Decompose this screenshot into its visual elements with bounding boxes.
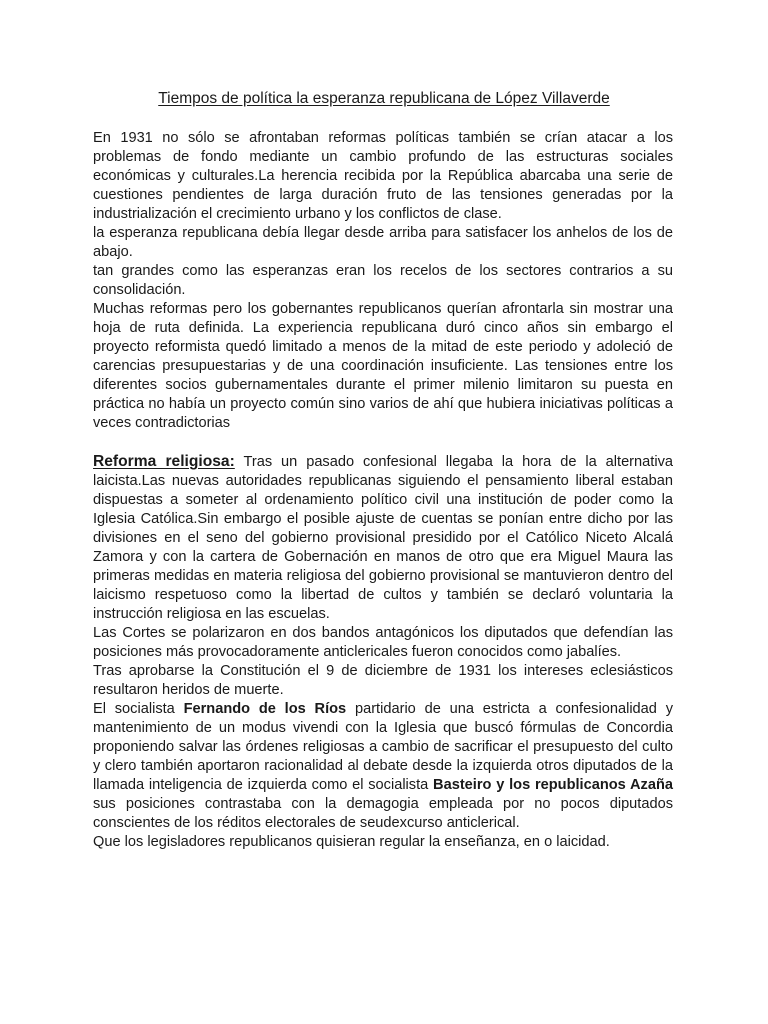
religious-reform-text: Tras un pasado confesional llegaba la hora de la alternativa laicista.Las nuevas autoridades republicanas siguiendo el pensamiento liberal estaban dispuestas a someter al ordenamiento político civil una institución de poder como la Iglesia Católica.Sin embargo el posible ajuste de cuentas se ponían entre dicho por las divisiones en el seno del gobierno provisional presidido por el Católico Niceto Alcalá Zamora y con la cartera de Gobernación en manos de otro que era Miguel Maura las primeras medidas en materia religiosa del gobierno provisional se mantuvieron dentro del laicismo respetuoso como la libertad de cultos y también se declaró voluntaria la instrucción religiosa en las escuelas. [93, 454, 673, 622]
socialist-paragraph-text-3: sus posiciones contrastaba con la demagogia empleada por no pocos diputados conscientes de los réditos electorales de seudexcurso anticlerical. [93, 796, 673, 831]
intro-paragraph-1: En 1931 no sólo se afrontaban reformas políticas también se crían atacar a los problemas de fondo mediante un cambio profundo de las estructuras sociales económicas y culturales.La herencia recibida por la República abarcaba una serie de cuestiones pendientes de larga duración fruto de las tensiones generadas por la industrialización el crecimiento urbano y los conflictos de clase. [93, 130, 673, 222]
paragraph-spacer [93, 433, 673, 452]
document-title: Tiempos de política la esperanza republicana de López Villaverde [158, 90, 610, 107]
socialist-paragraph-text-1: El socialista [93, 701, 184, 717]
socialist-paragraph-text-2: partidario de una estricta a confesionalidad y mantenimiento de un modus vivendi con la Iglesia que buscó fórmulas de Concordia proponiendo salvar las órdenes religiosas a cambio de sacrificar el presupuesto del culto y clero también aportaron racionalidad al debate desde la izquierda otros diputados de la llamada inteligencia de izquierda como el socialista [93, 701, 673, 793]
cortes-paragraph: Las Cortes se polarizaron en dos bandos antagónicos los diputados que defendían las posiciones más provocadoramente anticlericales fueron conocidos como jabalíes. [93, 625, 673, 660]
constitution-paragraph: Tras aprobarse la Constitución el 9 de diciembre de 1931 los intereses eclesiásticos resultaron heridos de muerte. [93, 663, 673, 698]
document-body [93, 129, 673, 852]
person-name-fernando-de-los-rios: Fernando de los Ríos [183, 701, 347, 717]
section-heading-religious-reform: Reforma religiosa: [93, 453, 235, 470]
intro-paragraph-2: la esperanza republicana debía llegar desde arriba para satisfacer los anhelos de los de abajo. [93, 225, 673, 260]
religious-reform-paragraph [93, 452, 673, 624]
socialist-paragraph [93, 700, 673, 833]
person-names-basteiro-azana: Basteiro y los republicanos Azaña [433, 777, 673, 793]
intro-paragraph-4: Muchas reformas pero los gobernantes republicanos querían afrontarla sin mostrar una hoja de ruta definida. La experiencia republicana duró cinco años sin embargo el proyecto reformista quedó limitado a menos de la mitad de este periodo y adoleció de carencias presupuestarias y de una coordinación insuficiente. Las tensiones entre los diferentes socios gubernamentales durante el primer milenio limitaron su puesta en práctica no había un proyecto común sino varios de ahí que hubiera iniciativas políticas a veces contradictorias [93, 301, 673, 431]
final-paragraph: Que los legisladores republicanos quisieran regular la enseñanza, en o laicidad. [93, 834, 610, 850]
intro-paragraph-3: tan grandes como las esperanzas eran los recelos de los sectores contrarios a su consolidación. [93, 263, 673, 298]
